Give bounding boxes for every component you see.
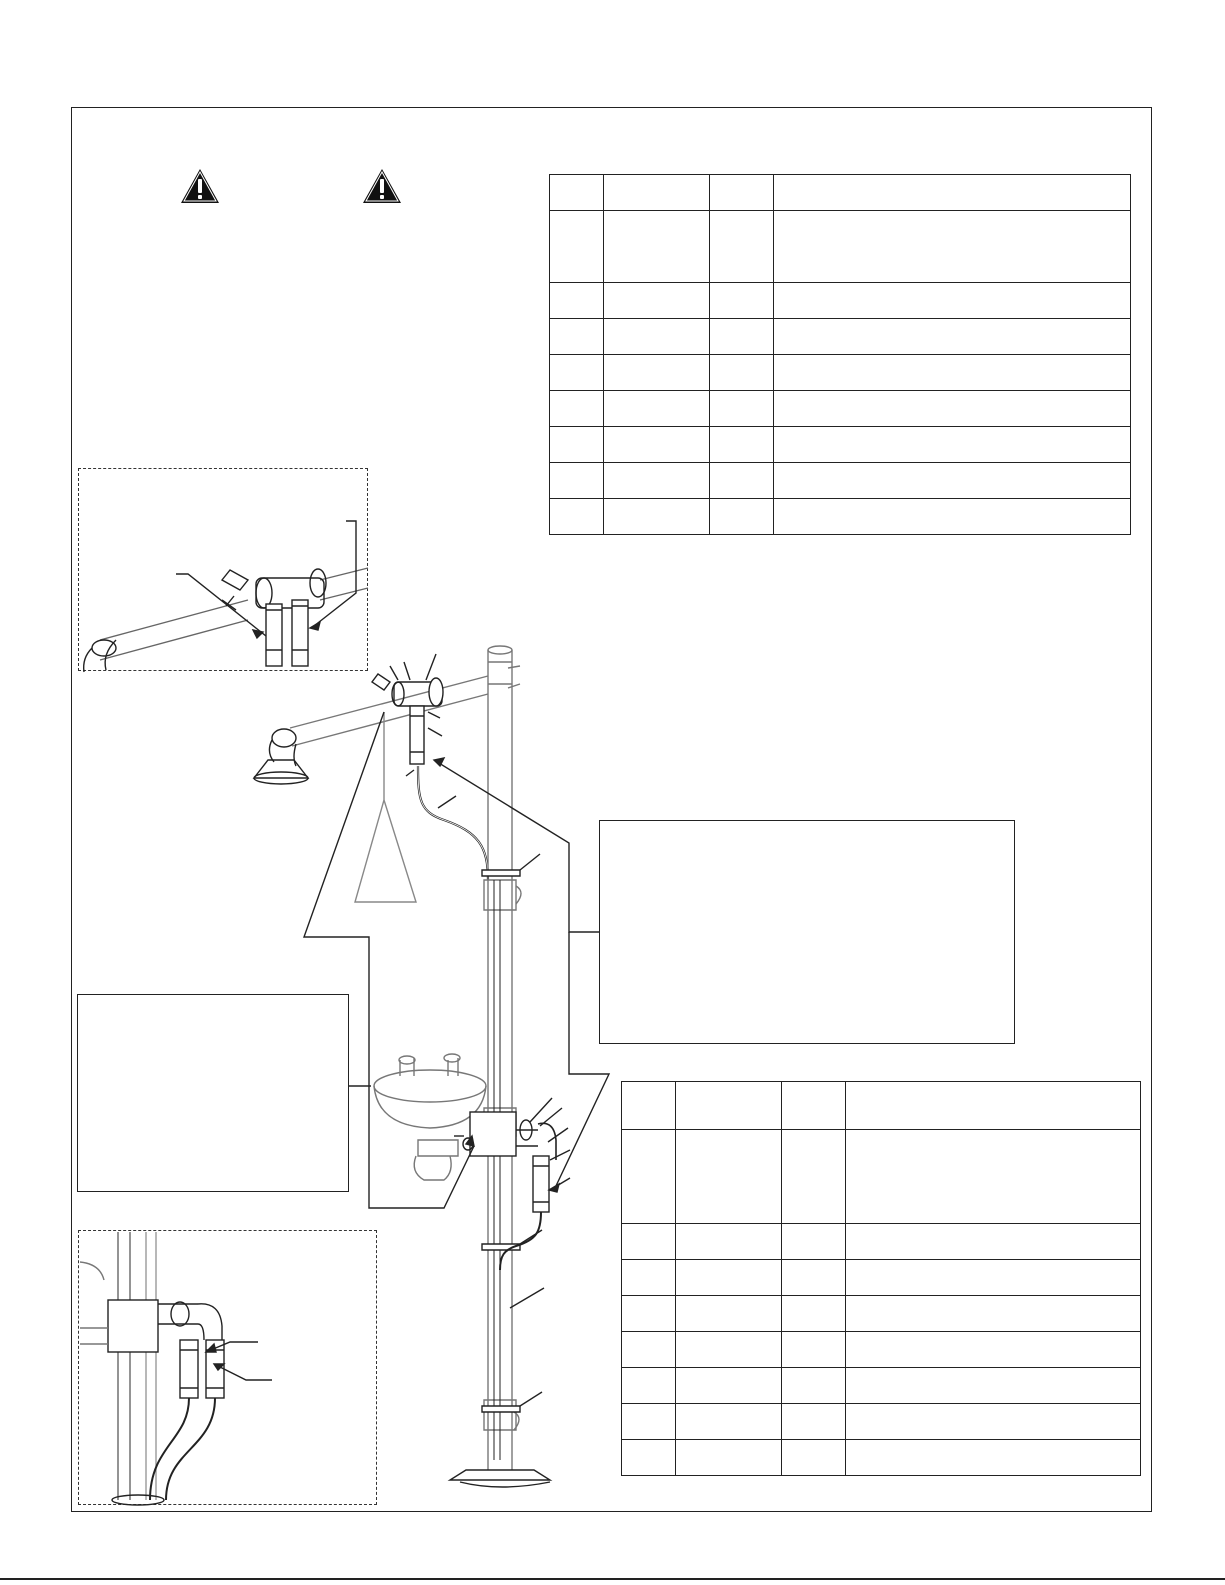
bottom-inset-valve-detail [80, 1232, 272, 1505]
eyewash-bowl-assembly [374, 1054, 486, 1180]
shower-column [484, 646, 521, 1470]
top-inset-valve-detail [84, 521, 368, 672]
shower-head-assembly [254, 654, 520, 784]
bottom-rule [0, 1578, 1225, 1580]
